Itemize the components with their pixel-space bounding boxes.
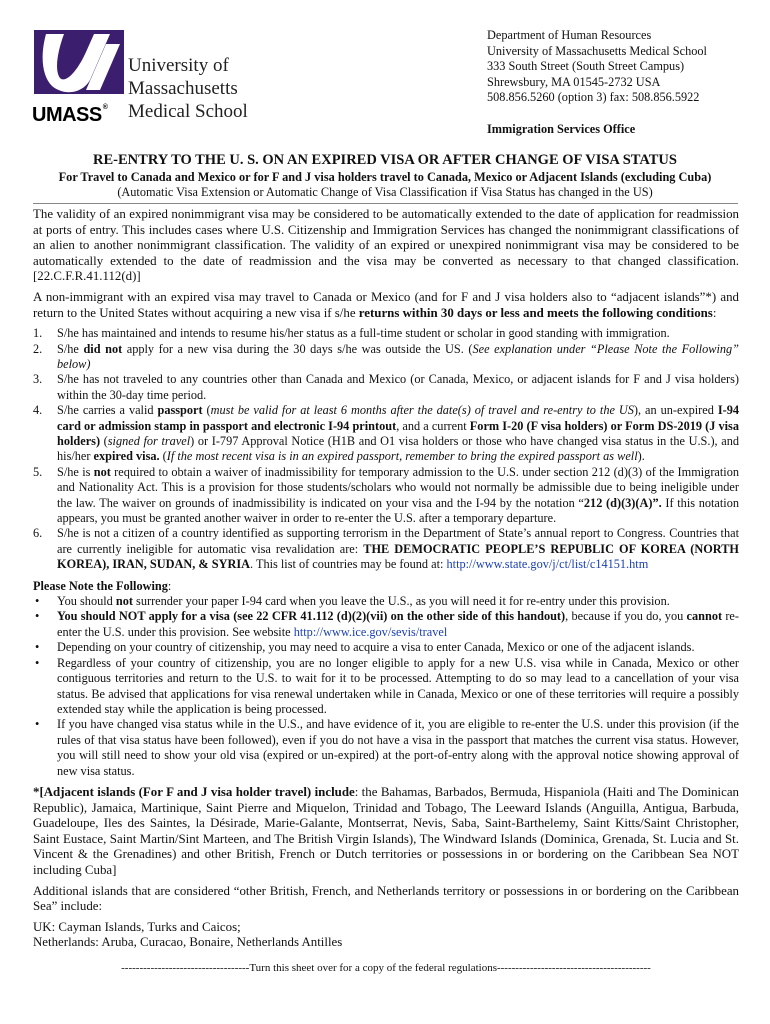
document-subtitle: For Travel to Canada and Mexico or for F and J visa holders travel to Canada, Mexico or Adjacent Islands (excluding Cuba): [58, 170, 712, 184]
note-item: • Depending on your country of citizenship, you may need to acquire a visa to enter Canada, Mexico or one of the adjacent islands.: [35, 640, 695, 655]
condition-number: 1.: [33, 326, 43, 341]
conditions-list: [33, 326, 739, 573]
address-line: Department of Human Resources: [487, 28, 652, 42]
university-name: [128, 54, 248, 123]
netherlands-territories: Netherlands: Aruba, Curacao, Bonaire, Netherlands Antilles: [33, 935, 343, 950]
notes-list: [33, 594, 739, 779]
address-line: 333 South Street (South Street Campus): [487, 59, 685, 73]
additional-islands-paragraph: Additional islands that are considered “other British, French, and Netherlands territory or possessions in or bordering on the Caribbean Sea” include:: [33, 883, 739, 914]
adjacent-islands-paragraph: *[Adjacent islands (For F and J visa holder travel) include: the Bahamas, Barbados, Bermuda, Hispaniola (Haiti and The Dominican Republic), Jamaica, Martinique, Saint Pierre and Miquelon, Trinidad and Tobago, The Leeward Islands (Anguilla, Antigua, Barbuda, Guadeloupe, Iles des Saintes, la Désirade, Marie-Galante, Montserrat, Nevis, Saba, Saint-Barthelemy, Saint Kitts/Saint Christopher, Saint Eustace, Saint Martin/Sint Marteen, and The British Virgin Islands), The Windward Islands (Dominica, Grenada, St. Lucia and St. Vincent & the Grenadines) and other British, French or Dutch territories or possessions in or bordering on the Caribbean Sea NOT including Cuba]: [33, 784, 739, 877]
url-link[interactable]: http://www.ice.gov/sevis/travel: [293, 624, 448, 639]
url-link[interactable]: http://www.state.gov/j/ct/list/c14151.htm: [446, 557, 649, 572]
travel-paragraph: A non-immigrant with an expired visa may travel to Canada or Mexico (and for F and J visa holders also to “adjacent islands”*) and return to the United States without acquiring a new visa if s/he returns within 30 days or less and meets the following conditions:: [33, 289, 739, 320]
condition-item: 1. S/he has maintained and intends to resume his/her status as a full-time student or scholar in good standing with immigration.: [33, 326, 670, 341]
uk-territories: UK: Cayman Islands, Turks and Caicos;: [33, 919, 241, 934]
umass-wordmark: UMASS®: [32, 104, 108, 126]
divider: [33, 203, 738, 204]
notes-heading: Please Note the Following:: [33, 578, 172, 593]
condition-number: 4.: [33, 403, 43, 418]
note-item: • You should not surrender your paper I-94 card when you leave the U.S., as you will need it for re-entry under this provision.: [35, 594, 670, 609]
condition-item: 3. S/he has not traveled to any countries other than Canada and Mexico (or Canada, Mexico, or adjacent islands for F and J visa holders) within the 30-day time period.: [33, 372, 739, 402]
condition-item: 5. S/he is not required to obtain a waiver of inadmissibility for temporary admission to the U.S. under section 212 (d)(3) of the Immigration and Nationality Act. This is a provision for those students/scholars who would not normally be admissible due to being ineligible under the law. The waiver on grounds of inadmissibility is indicated on your visa and the I-94 by the notation “212 (d)(3)(A)”. If this notation appears, you must be granted another waiver in order to re-enter the U.S. after a temporary departure.: [33, 464, 740, 526]
condition-number: 3.: [33, 372, 43, 387]
document-subtitle-note: (Automatic Visa Extension or Automatic Change of Visa Classification if Visa Status has changed in the US): [117, 185, 653, 199]
document-title: RE-ENTRY TO THE U. S. ON AN EXPIRED VISA OR AFTER CHANGE OF VISA STATUS: [93, 152, 677, 168]
office-name: Immigration Services Office: [487, 122, 636, 136]
umass-logo-icon: [34, 30, 124, 94]
note-item: • You should NOT apply for a visa (see 22 CFR 41.112 (d)(2)(vii) on the other side of this handout), because if you do, you cannot re-enter the U.S. under this provision. See website http://www.ice.gov/sevis/travel: [35, 609, 739, 639]
document-body: [33, 207, 739, 976]
condition-item: 6. S/he is not a citizen of a country identified as supporting terrorism in the Department of State’s annual report to Congress. Countries that are currently ineligible for automatic visa revalidation are: THE DEMOCRATIC PEOPLE’S REPUBLIC OF KOREA (NORTH KOREA), IRAN, SUDAN, & SYRIA. This list of countries may be found at: http://www.state.gov/j/ct/list/c14151.htm: [33, 526, 739, 572]
bullet-icon: •: [35, 594, 40, 609]
intro-paragraph: The validity of an expired nonimmigrant visa may be considered to be automatically extended to the date of application for readmission at ports of entry. This includes cases where U.S. Citizenship and Immigration Services has changed the nonimmigrant classifications of an alien to another nonimmigrant classification. The validity of an expired or unexpired nonimmigrant visa may be considered to be automatically extended to the date of readmission and the visa may be converted as necessary to that changed classification. [22.C.F.R.41.112(d)]: [33, 207, 739, 284]
university-line: University of: [128, 55, 229, 76]
bullet-icon: •: [35, 655, 40, 670]
bullet-icon: •: [35, 717, 40, 732]
bullet-icon: •: [35, 609, 40, 624]
university-line: Massachusetts: [128, 78, 238, 99]
address-line: 508.856.5260 (option 3) fax: 508.856.5922: [487, 90, 700, 104]
bullet-icon: •: [35, 640, 40, 655]
note-item: • Regardless of your country of citizenship, you are no longer eligible to apply for a new U.S. visa while in Canada, Mexico or other contiguous territories and return to the U.S. to wait for it to be processed. Attempting to do so may lead to a cancellation of your visa status. Be advised that applications for visa renewal undertaken while in Canada, Mexico or one of these territories will require a possibly extended stay while the application is being processed.: [35, 655, 739, 716]
condition-number: 5.: [33, 464, 43, 479]
address-line: University of Massachusetts Medical School: [487, 43, 707, 58]
condition-number: 2.: [33, 341, 43, 356]
condition-number: 6.: [33, 526, 43, 541]
address-line: Shrewsbury, MA 01545-2732 USA: [487, 74, 661, 89]
condition-item: 4. S/he carries a valid passport (must be valid for at least 6 months after the date(s) of travel and re-entry to the US), an un-expired I-94 card or admission stamp in passport and electronic I-94 printout, and a current Form I-20 (F visa holders) or Form DS-2019 (J visa holders) (signed for travel) or I-797 Approval Notice (H1B and O1 visa holders or those who have changed visa status in the U.S.), and his/her expired visa. (If the most recent visa is in an expired passport, remember to bring the expired passport as well).: [33, 403, 739, 464]
condition-item: 2. S/he did not apply for a new visa during the 30 days s/he was outside the US. (See explanation under “Please Note the Following” below): [33, 341, 739, 371]
university-line: Medical School: [128, 101, 248, 122]
footer-note: -----------------------------------Turn this sheet over for a copy of the federal regulations------------------------------------------: [121, 961, 651, 974]
department-address: [487, 28, 707, 106]
note-item: • If you have changed visa status while in the U.S., and have evidence of it, you are eligible to re-enter the U.S. under this provision (if the rules of that visa status have been followed), even if you do not have a visa in the passport that matches the current visa status. However, you will still need to show your old visa (expired or un-expired) at the port-of-entry along with the approval notice showing approval of new visa status.: [35, 717, 739, 778]
